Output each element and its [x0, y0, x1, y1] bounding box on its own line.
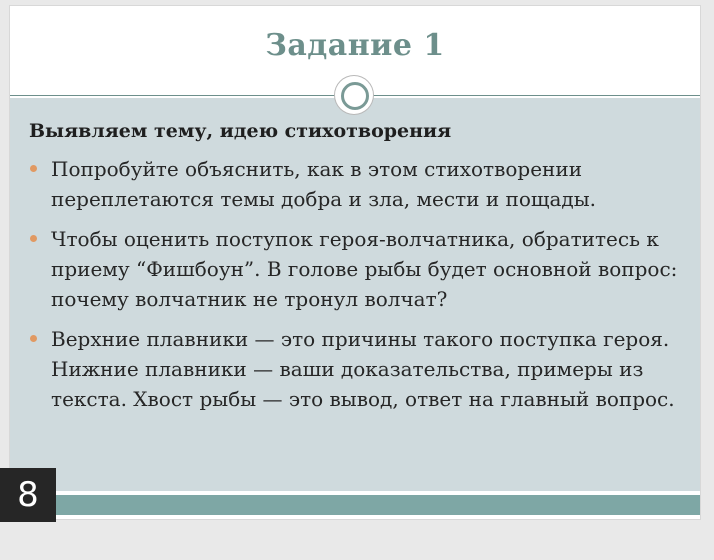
- bullet-item: [29, 154, 689, 214]
- page-number-badge: 8: [0, 468, 56, 522]
- footer-band: [10, 495, 700, 515]
- bullet-text: Попробуйте объяснить, как в этом стихотворении переплетаются темы добра и зла, мести и пощады.: [51, 157, 596, 211]
- ring-inner: [341, 82, 369, 110]
- bullet-dot-icon: [30, 235, 37, 242]
- slide: [10, 6, 700, 519]
- bullet-text: Чтобы оценить поступок героя-волчатника, обратитесь к приему “Фишбоун”. В голове рыбы будет основной вопрос: почему волчатник не тронул волчат?: [51, 227, 678, 311]
- bullet-list: [29, 154, 689, 424]
- bullet-item: [29, 324, 689, 414]
- slide-content: [10, 98, 700, 491]
- bullet-dot-icon: [30, 335, 37, 342]
- content-heading: Выявляем тему, идею стихотворения: [29, 120, 452, 142]
- bullet-item: [29, 224, 689, 314]
- bullet-dot-icon: [30, 165, 37, 172]
- bullet-text: Верхние плавники — это причины такого поступка героя. Нижние плавники — ваши доказательства, примеры из текста. Хвост рыбы — это вывод, ответ на главный вопрос.: [51, 327, 675, 411]
- ring-ornament-icon: [335, 76, 373, 114]
- slide-title: Задание 1: [265, 28, 445, 63]
